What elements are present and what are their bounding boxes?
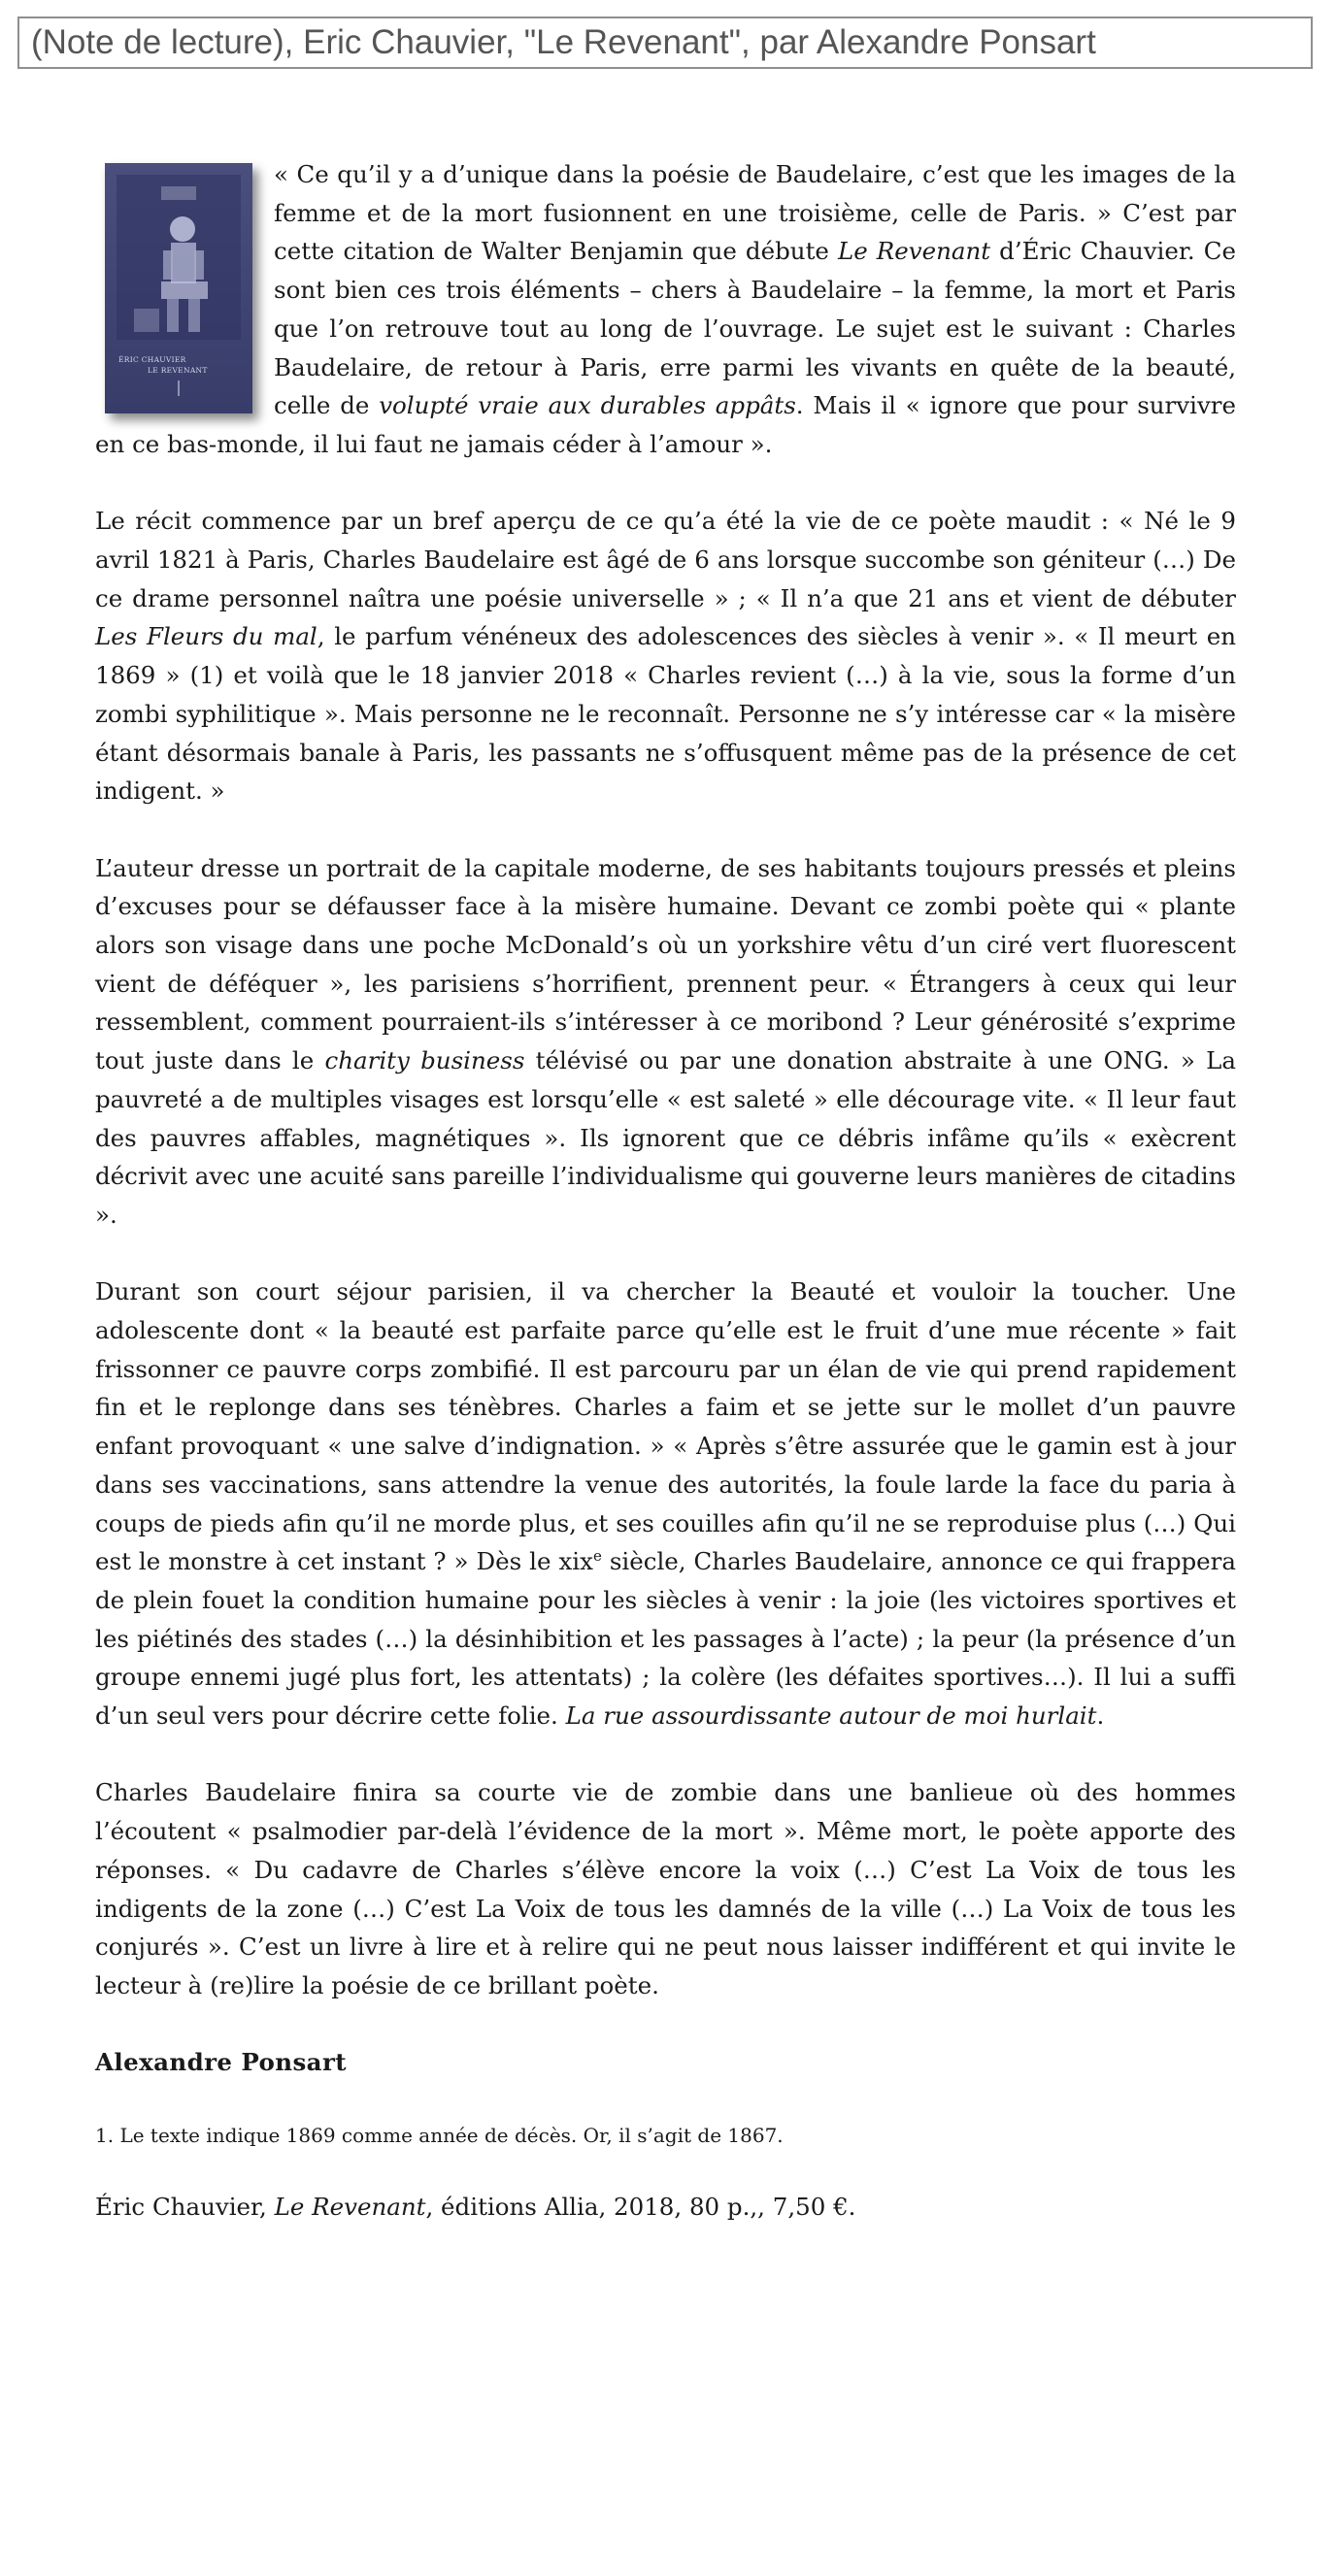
reference-title-italic: Le Revenant [274,2193,426,2222]
author-signature: Alexandre Ponsart [95,2048,347,2077]
paragraph-1: « Ce qu’il y a d’unique dans la poésie de Baudelaire, c’est que les images de la femme et de la mort fusionnent en une troisième, celle de Paris. » C’est par cette citation de Walter Benjamin que débute Le Revenant d’Éric Chauvier. Ce sont bien ces trois éléments – chers à Baudelaire – la femme, la mort et Paris que l’on retrouve tout au long de l’ouvrage. Le sujet est le suivant : Charles Baudelaire, de retour à Paris, erre parmi les vivants en quête de la beauté, celle de volupté vraie aux durables appâts. Mais il « ignore que pour survivre en ce bas-monde, il lui faut ne jamais céder à l’amour ». [95,160,1237,458]
collection-title-italic: Les Fleurs du mal [95,622,317,651]
paragraph-2: Le récit commence par un bref aperçu de ce qu’a été la vie de ce poète maudit : « Né le 9 avril 1821 à Paris, Charles Baudelaire est âgé de 6 ans lorsque succombe son géniteur (…) De ce drame personnel naîtra une poésie universelle » ; « Il n’a que 21 ans et vient de débuter Les Fleurs du mal, le parfum vénéneux des adolescences des siècles à venir ». « Il meurt en 1869 » (1) et voilà que le 18 janvier 2018 « Charles revient (…) à la vie, sous la forme d’un zombi syphilitique ». Mais personne ne le reconnaît. Personne ne s’y intéresse car « la misère étant désormais banale à Paris, les passants ne s’offusquent même pas de la présence de cet indigent. » [95,507,1236,806]
paragraph-3: L’auteur dresse un portrait de la capitale moderne, de ses habitants toujours pressés et pleins d’excuses pour se défausser face à la misère humaine. Devant ce zombi poète qui « plante alors son visage dans une poche McDonald’s où un yorkshire vêtu d’un ciré vert fluorescent vient de déféquer », les parisiens s’horrifient, prennent peur. « Étrangers à ceux qui leur ressemblent, comment pourraient-ils s’intéresser à ce moribond ? Leur générosité s’exprime tout juste dans le charity business télévisé ou par une donation abstraite à une ONG. » La pauvreté a de multiples visages est lorsqu’elle « est saleté » elle décourage vite. « Il leur faut des pauvres affables, magnétiques ». Ils ignorent que ce débris infâme qu’ils « exècrent décrivit avec une acuité sans pareille l’individualisme qui gouverne leurs manières de citadins ». [95,853,1236,1229]
cover-illustration [105,163,252,413]
cover-title: LE REVENANT [148,366,208,375]
cover-author: ÉRIC CHAUVIER [118,355,186,364]
paragraph-4: Durant son court séjour parisien, il va chercher la Beauté et vouloir la toucher. Une adolescente dont « la beauté est parfaite parce qu’elle est le fruit d’une mue récente » fait frissonner ce pauvre corps zombifié. Il est parcouru par un élan de vie qui prend rapidement fin et le replonge dans ses ténèbres. Charles a faim et se jette sur le mollet d’un pauvre enfant provoquant « une salve d’indignation. » « Après s’être assurée que le gamin est à jour dans ses vaccinations, sans attendre la venue des autorités, la foule larde la face du paria à coups de pieds afin qu’il ne morde plus, et ses couilles afin qu’il ne se reproduise plus (…) Qui est le monstre à cet instant ? » Dès le xix$^e$ siècle, Charles Baudelaire, annonce ce qui frappera de plein fouet la condition humaine pour les siècles à venir : la joie (les victoires sportives et les piétinés des stades (…) la désinhibition et les passages à l’acte) ; la peur (la présence d’un groupe ennemi jugé plus fort, les attentats) ; la colère (les défaites sportives…). Il lui a suffi d’un seul vers pour décrire cette folie. La rue assourdissante autour de moi hurlait. [95,1277,1237,1731]
charity-business-italic: charity business [324,1046,525,1075]
verse-quote-italic: La rue assourdissante autour de moi hurlait [565,1701,1097,1731]
century-superscript: e [592,1547,602,1566]
paragraph-5: Charles Baudelaire finira sa courte vie de zombie dans une banlieue où des hommes l’écoutent « psalmodier par-delà l’évidence de la mort ». Même mort, le poète apporte des réponses. « Du cadavre de Charles s’élève encore la voix (…) C’est La Voix de tous les indigents de la zone (…) C’est La Voix de tous les damnés de la ville (…) La Voix de tous les conjurés ». C’est un livre à lire et à relire qui ne peut nous laisser indifférent et qui invite le lecteur à (re)lire la poésie de ce brillant poète. [95,1778,1236,1999]
verse-quote-italic: volupté vraie aux durables appâts [379,391,796,420]
footnote: 1. Le texte indique 1869 comme année de décès. Or, il s’agit de 1867. [95,2123,784,2147]
book-cover-image [105,163,252,413]
book-title-italic: Le Revenant [837,237,991,266]
article-body [95,155,1236,2265]
page-title: (Note de lecture), Eric Chauvier, "Le Revenant", par Alexandre Ponsart [17,17,1313,69]
book-reference: Éric Chauvier, Le Revenant, éditions Allia, 2018, 80 p.,, 7,50 €. [95,2193,856,2222]
